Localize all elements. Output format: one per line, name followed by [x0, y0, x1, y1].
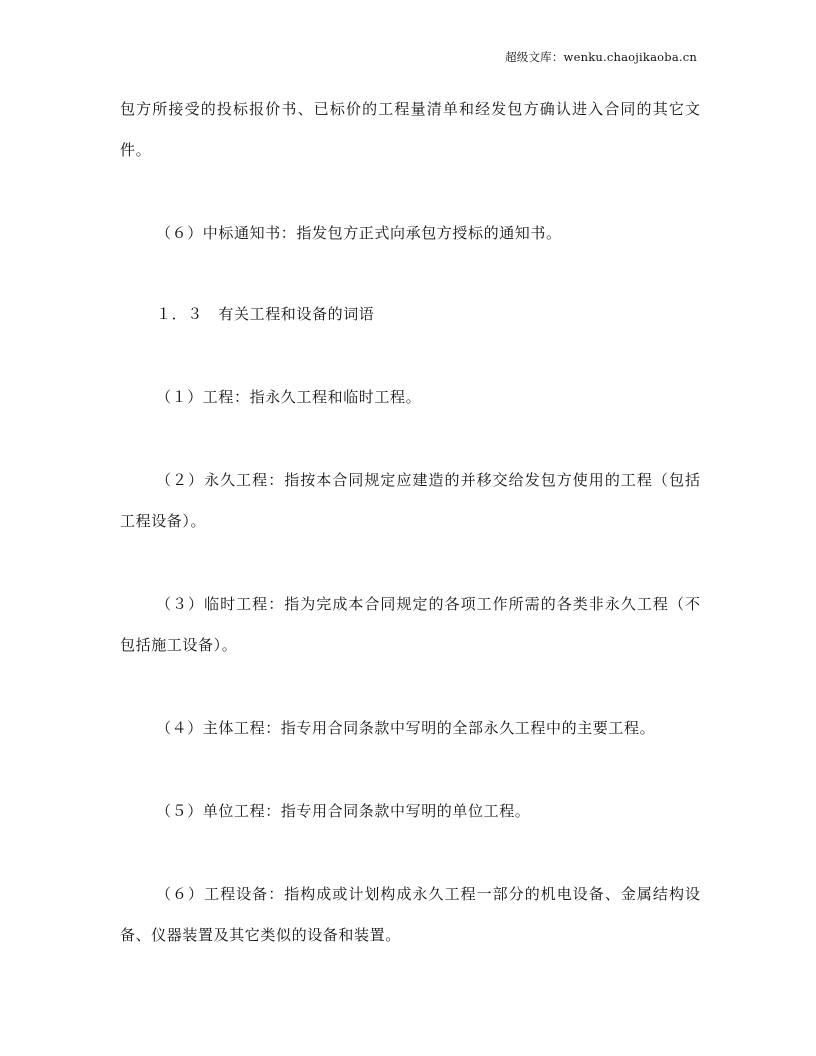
- paragraph-line: （３）临时工程：指为完成本合同规定的各项工作所需的各类非永久工程（不: [156, 595, 700, 613]
- paragraph-line: （６）工程设备：指构成或计划构成永久工程一部分的机电设备、金属结构设: [156, 885, 700, 903]
- paragraph-line: 包方所接受的投标报价书、已标价的工程量清单和经发包方确认进入合同的其它文: [120, 100, 700, 118]
- paragraph-line: （５）单位工程：指专用合同条款中写明的单位工程。: [156, 802, 531, 820]
- paragraph-line: 包括施工设备）。: [120, 636, 238, 654]
- paragraph-line: （２）永久工程：指按本合同规定应建造的并移交给发包方使用的工程（包括: [156, 471, 700, 489]
- paragraph-line: （６）中标通知书：指发包方正式向承包方授标的通知书。: [156, 224, 562, 242]
- section-heading: １．３ 有关工程和设备的词语: [156, 305, 375, 323]
- paragraph-line: 件。: [120, 141, 152, 159]
- paragraph-line: （１）工程：指永久工程和临时工程。: [156, 388, 422, 406]
- page-header-site: 超级文库：wenku.chaojikaoba.cn: [505, 50, 697, 64]
- paragraph-line: 工程设备）。: [120, 512, 207, 530]
- paragraph-line: （４）主体工程：指专用合同条款中写明的全部永久工程中的主要工程。: [156, 719, 656, 737]
- paragraph-line: 备、仪器装置及其它类似的设备和装置。: [120, 926, 401, 944]
